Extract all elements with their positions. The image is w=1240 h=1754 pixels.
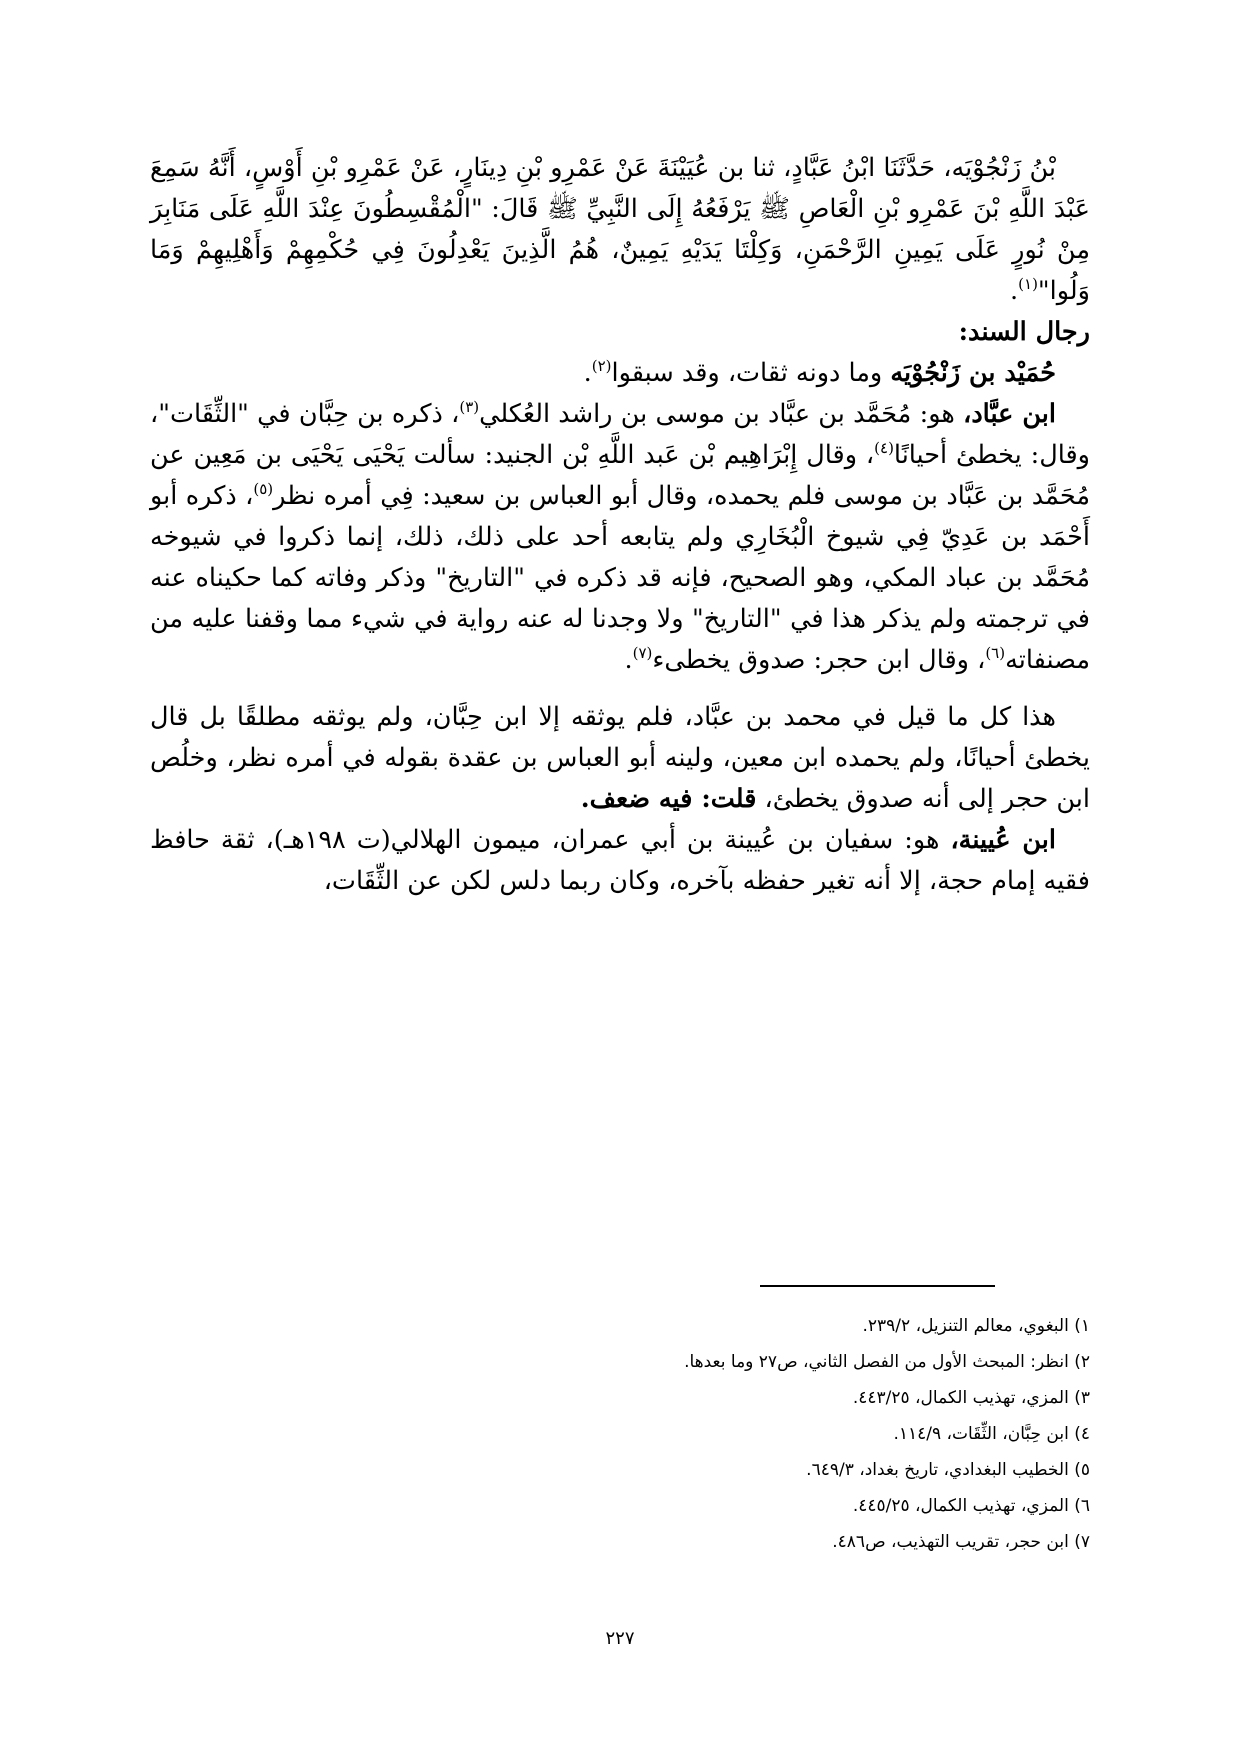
punctuation: . <box>583 358 592 388</box>
narrator-text: ، ذكره بن حِبَّان في "الثِّقَات"، وقال: يخطئ أحيانًا <box>150 399 1090 470</box>
footnote-ref-4: (٤) <box>874 439 894 457</box>
footnote-ref-3: (٣) <box>459 398 480 416</box>
footnote-ref-6: (٦) <box>985 644 1006 662</box>
narrator-text: وما دونه ثقات، وقد سبقوا <box>611 358 891 388</box>
footnote-ref-5: (٥) <box>253 480 274 498</box>
main-text <box>150 148 1090 902</box>
footnote-ref-1: (١) <box>1018 275 1038 293</box>
narrator-name: ابن عبَّاد، <box>963 399 1056 429</box>
section-heading: رجال السند: <box>958 317 1090 347</box>
hadith-paragraph <box>150 148 1090 312</box>
punctuation: . <box>1010 276 1019 306</box>
narrator-text: هو: مُحَمَّد بن عبَّاد بن موسى بن راشد العُكلي <box>479 399 964 429</box>
narrator-text: ، وقال ابن حجر: صدوق يخطىء <box>652 645 986 675</box>
footnote-5: ٥) الخطيب البغدادي، تاريخ بغداد، ٦٤٩/٣. <box>806 1460 1090 1480</box>
footnote-2: ٢) انظر: المبحث الأول من الفصل الثاني، ص٢٧ وما بعدها. <box>684 1352 1090 1372</box>
summary-paragraph <box>150 697 1090 820</box>
hadith-text: بْنُ زَنْجُوْيَه، حَدَّثَنَا ابْنُ عَبَّادٍ، ثنا بن عُيَيْنَةَ عَنْ عَمْرِو بْنِ دِينَارٍ، عَنْ عَمْرِو بْنِ أَوْسٍ، أَنَّهُ سَمِعَ عَبْدَ اللَّهِ بْنَ عَمْرِو بْنِ الْعَاصِ ﷺ يَرْفَعُهُ إِلَى النَّبِيِّ ﷺ قَالَ: "الْمُقْسِطُونَ عِنْدَ اللَّهِ عَلَى مَنَابِرَ مِنْ نُورٍ عَلَى يَمِينِ الرَّحْمَنِ، وَكِلْتَا يَدَيْهِ يَمِينٌ، هُمُ الَّذِينَ يَعْدِلُونَ فِي حُكْمِهِمْ وَأَهْلِيهِمْ وَمَا وَلُوا" <box>150 153 1090 306</box>
narrator-paragraph-ibn-uyayna <box>150 820 1090 902</box>
page-number: ٢٢٧ <box>605 1628 635 1649</box>
punctuation: . <box>624 645 633 675</box>
narrator-text: ، وقال إِبْرَاهِيم بْن عَبد اللَّهِ بْن الجنيد: سألت يَحْيَى يَحْيَى بن مَعِين عن مُحَمَّد بن عَبَّاد بن موسى فلم يحمده، وقال أبو العباس بن سعيد: فِي أمره نظر <box>150 440 1090 511</box>
author-note-label: قلت: <box>701 784 757 814</box>
footnote-ref-2: (٢) <box>591 357 612 375</box>
footnote-ref-7: (٧) <box>632 644 653 662</box>
footnote-separator <box>760 1285 995 1287</box>
narrator-paragraph-humayd <box>150 353 1090 394</box>
footnote-1: ١) البغوي، معالم التنزيل، ٢٣٩/٢. <box>862 1316 1090 1336</box>
summary-text: هذا كل ما قيل في محمد بن عبَّاد، فلم يوثقه إلا ابن حِبَّان، ولم يوثقه مطلقًا بل قال يخطئ أحيانًا، ولم يحمده ابن معين، ولينه أبو العباس بن عقدة بقوله في أمره نظر، وخلُص ابن حجر إلى أنه صدوق يخطئ، <box>150 702 1090 814</box>
footnote-6: ٦) المزي، تهذيب الكمال، ٤٤٥/٢٥. <box>852 1496 1090 1516</box>
footnote-3: ٣) المزي، تهذيب الكمال، ٤٤٣/٢٥. <box>852 1388 1090 1408</box>
verdict-text: فيه ضعف <box>589 784 702 814</box>
narrator-name: ابن عُيينة، <box>950 825 1056 855</box>
footnotes <box>150 1308 1090 1560</box>
punctuation: . <box>580 784 590 814</box>
footnote-7: ٧) ابن حجر، تقريب التهذيب، ص٤٨٦. <box>832 1532 1090 1552</box>
narrator-text: ، ذكره أبو أَحْمَد بن عَدِيّ فِي شيوخ الْبُخَارِي ولم يتابعه أحد على ذلك، ذلك، إنما ذكروا في شيوخه مُحَمَّد بن عباد المكي، وهو الصحيح، فإنه قد ذكره في "التاريخ" وذكر وفاته كما حكيناه عنه في ترجمته ولم يذكر هذا في "التاريخ" ولا وجدنا له عنه رواية في شيء مما وقفنا عليه من مصنفاته <box>150 481 1090 675</box>
narrator-paragraph-ibn-abbad <box>150 394 1090 681</box>
footnote-4: ٤) ابن حِبَّان، الثِّقَات، ١١٤/٩. <box>893 1424 1090 1444</box>
narrator-name: حُمَيْد بن زَنْجُوْيَه <box>890 358 1056 388</box>
narrator-text: هو: سفيان بن عُيينة بن أبي عمران، ميمون الهلالي(ت ١٩٨هـ)، ثقة حافظ فقيه إمام حجة، إلا أنه تغير حفظه بآخره، وكان ربما دلس لكن عن الثِّقَات، <box>150 825 1090 896</box>
